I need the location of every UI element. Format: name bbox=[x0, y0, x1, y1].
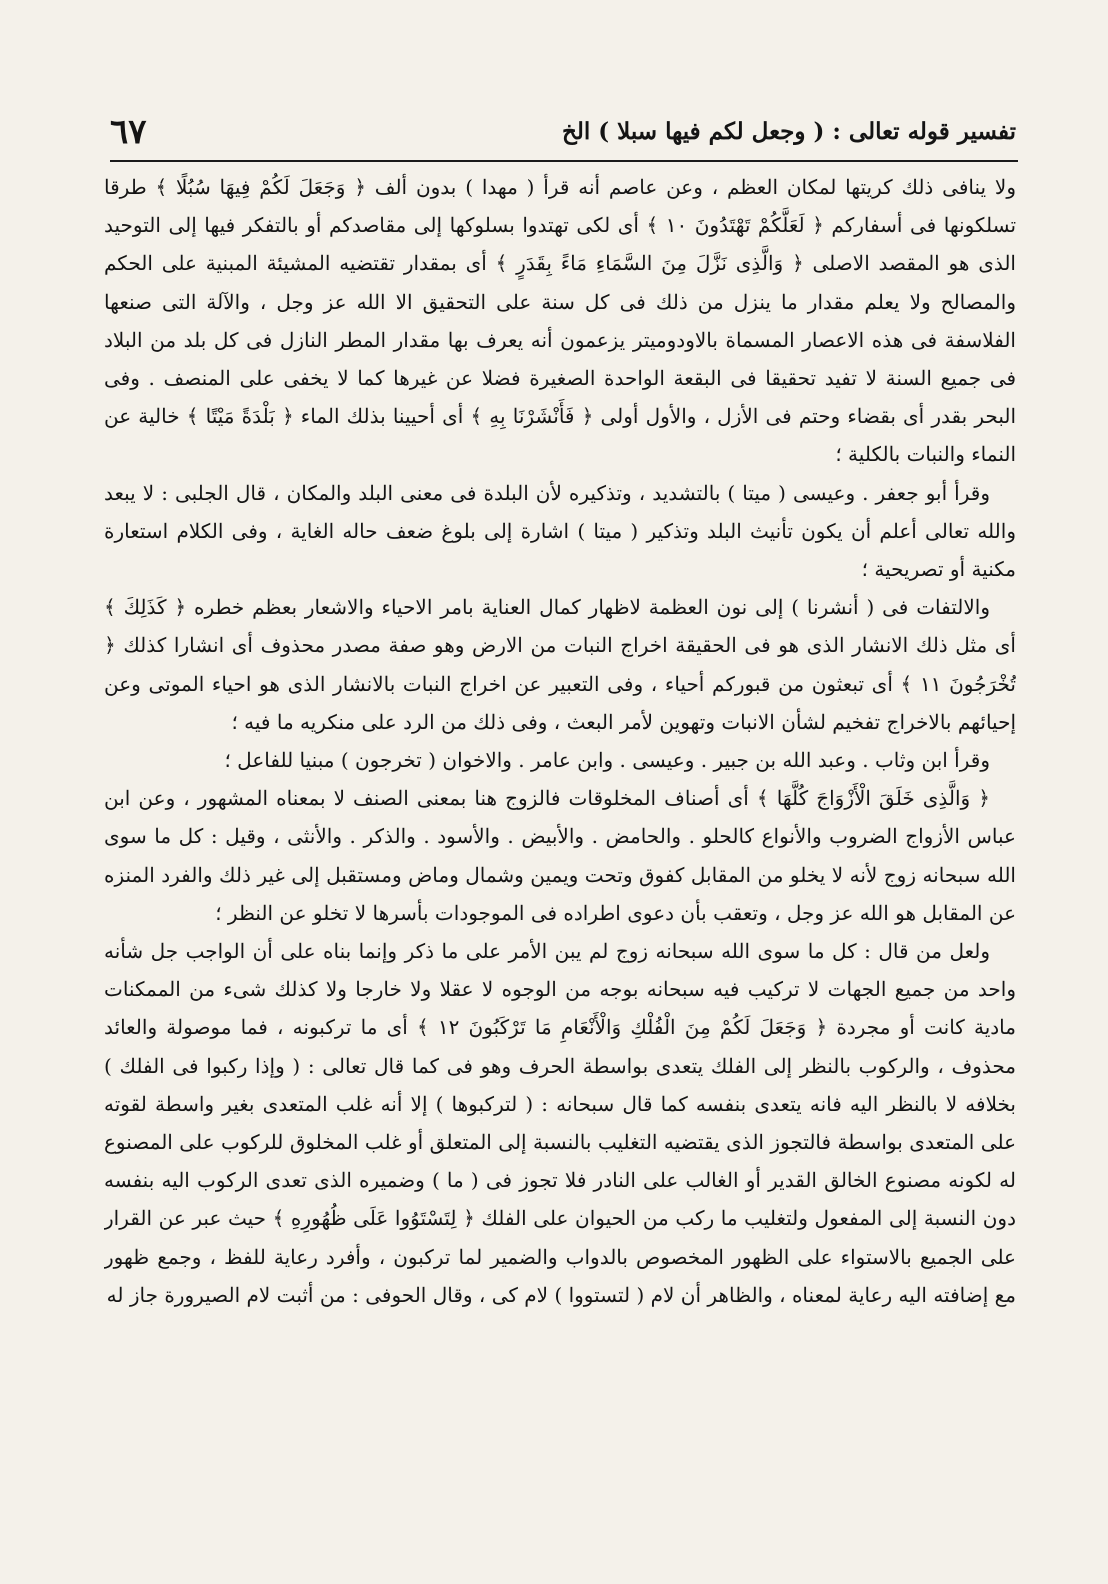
paragraph: وقرأ أبو جعفر . وعيسى ( ميتا ) بالتشديد ، وتذكيره لأن البلدة فى معنى البلد والمكان ، قال الجلبى : لا يبعد والله تعالى أعلم أن يكون تأنيث البلد وتذكير ( ميتا ) اشارة إلى بلوغ ضعف حاله الغاية ، وفى الكلام استعارة مكنية أو تصريحية ؛ bbox=[104, 480, 1016, 582]
paragraph: ﴿ وَالَّذِى خَلَقَ الْأَزْوَاجَ كُلَّهَا ﴾ أى أصناف المخلوقات فالزوج هنا بمعنى الصنف لا بمعناه المشهور ، وعن ابن عباس الأزواج الضروب والأنواع كالحلو . والحامض . والأبيض . والأسود . والذكر . والأنثى ، وقيل : كل ما سوى الله سبحانه زوج لأنه لا يخلو من المقابل كفوق وتحت ويمين وشمال وماض ومستقبل إلى غير ذلك والفرد المنزه عن المقابل هو الله عز وجل ، وتعقب بأن دعوى اطراده فى الموجودات بأسرها لا تخلو عن النظر ؛ bbox=[104, 786, 1016, 925]
header-rule bbox=[110, 160, 1018, 162]
page-number: ٦٧ bbox=[110, 112, 147, 152]
running-title: تفسير قوله تعالى : ( وجعل لكم فيها سبلا ) الخ bbox=[562, 118, 1016, 145]
paragraph: ولا ينافى ذلك كريتها لمكان العظم ، وعن عاصم أنه قرأ ( مهدا ) بدون ألف ﴿ وَجَعَلَ لَكُمْ فِيهَا سُبُلًا ﴾ طرقا تسلكونها فى أسفاركم ﴿ لَعَلَّكُمْ تَهْتَدُونَ ١٠ ﴾ أى لكى تهتدوا بسلوكها إلى مقاصدكم أو بالتفكر فيها إلى التوحيد الذى هو المقصد الاصلى ﴿ وَالَّذِى نَزَّلَ مِنَ السَّمَاءِ مَاءً بِقَدَرٍ ﴾ أى بمقدار تقتضيه المشيئة المبنية على الحكم والمصالح ولا يعلم مقدار ما ينزل من ذلك فى كل سنة على التحقيق الا الله عز وجل ، والآلة التى صنعها الفلاسفة فى هذه الاعصار المسماة بالاودوميتر يزعمون أنه يعرف بها مقدار المطر النازل فى كل بلد من البلاد فى جميع السنة لا تفيد تحقيقا فى البقعة الواحدة الصغيرة فضلا عن غيرها كما لا يخفى على المنصف . وفى البحر بقدر أى بقضاء وحتم فى الأزل ، والأول أولى ﴿ فَأَنْشَرْنَا بِهِ ﴾ أى أحيينا بذلك الماء ﴿ بَلْدَةً مَيْتًا ﴾ خالية عن النماء والنبات بالكلية ؛ bbox=[104, 175, 1016, 467]
paragraph: وقرأ ابن وثاب . وعبد الله بن جبير . وعيسى . وابن عامر . والاخوان ( تخرجون ) مبنيا للفاعل ؛ bbox=[224, 748, 990, 773]
page-header bbox=[110, 112, 1016, 160]
paragraph: والالتفات فى ( أنشرنا ) إلى نون العظمة لاظهار كمال العناية بامر الاحياء والاشعار بعظم خطره ﴿ كَذَلِكَ ﴾ أى مثل ذلك الانشار الذى هو فى الحقيقة اخراج النبات من الارض وهو صفة مصدر محذوف أى انشارا كذلك ﴿ تُخْرَجُونَ ١١ ﴾ أى تبعثون من قبوركم أحياء ، وفى التعبير عن اخراج النبات بالانشار الذى هو احياء الموتى وعن إحيائهم بالاخراج تفخيم لشأن الانبات وتهوين لأمر البعث ، وفى ذلك من الرد على منكريه ما فيه ؛ bbox=[104, 595, 1016, 734]
paragraph: ولعل من قال : كل ما سوى الله سبحانه زوج لم يبن الأمر على ما ذكر وإنما بناه على أن الواجب جل شأنه واحد من جميع الجهات لا تركيب فيه سبحانه بوجه من الوجوه لا عقلا ولا خارجا ولا كذلك شىء من الممكنات مادية كانت أو مجردة ﴿ وَجَعَلَ لَكُمْ مِنَ الْفُلْكِ وَالْأَنْعَامِ مَا تَرْكَبُونَ ١٢ ﴾ أى ما تركبونه ، فما موصولة والعائد محذوف ، والركوب بالنظر إلى الفلك يتعدى بواسطة الحرف وهو فى كما قال تعالى : ( وإذا ركبوا فى الفلك ) بخلافه لا بالنظر اليه فانه يتعدى بنفسه كما قال سبحانه : ( لتركبوها ) إلا أنه غلب المتعدى بغير واسطة لقوته على المتعدى بواسطة فالتجوز الذى يقتضيه التغليب بالنسبة إلى المتعلق أو غلب المخلوق للركوب على المصنوع له لكونه مصنوع الخالق القدير أو الغالب على النادر فلا تجوز فى ( ما ) وضميره الذى تعدى الركوب اليه بنفسه دون النسبة إلى المفعول ولتغليب ما ركب من الحيوان على الفلك ﴿ لِتَسْتَوُوا عَلَى ظُهُورِهِ ﴾ حيث عبر عن القرار على الجميع بالاستواء على الظهور المخصوص بالدواب والضمير لما تركبون ، وأفرد رعاية للفظ ، وجمع ظهور مع إضافته اليه رعاية لمعناه ، والظاهر أن لام ( لتستووا ) لام كى ، وقال الحوفى : من أثبت لام الصيرورة جاز له bbox=[104, 939, 1016, 1307]
tafsir-body bbox=[104, 168, 1016, 1524]
